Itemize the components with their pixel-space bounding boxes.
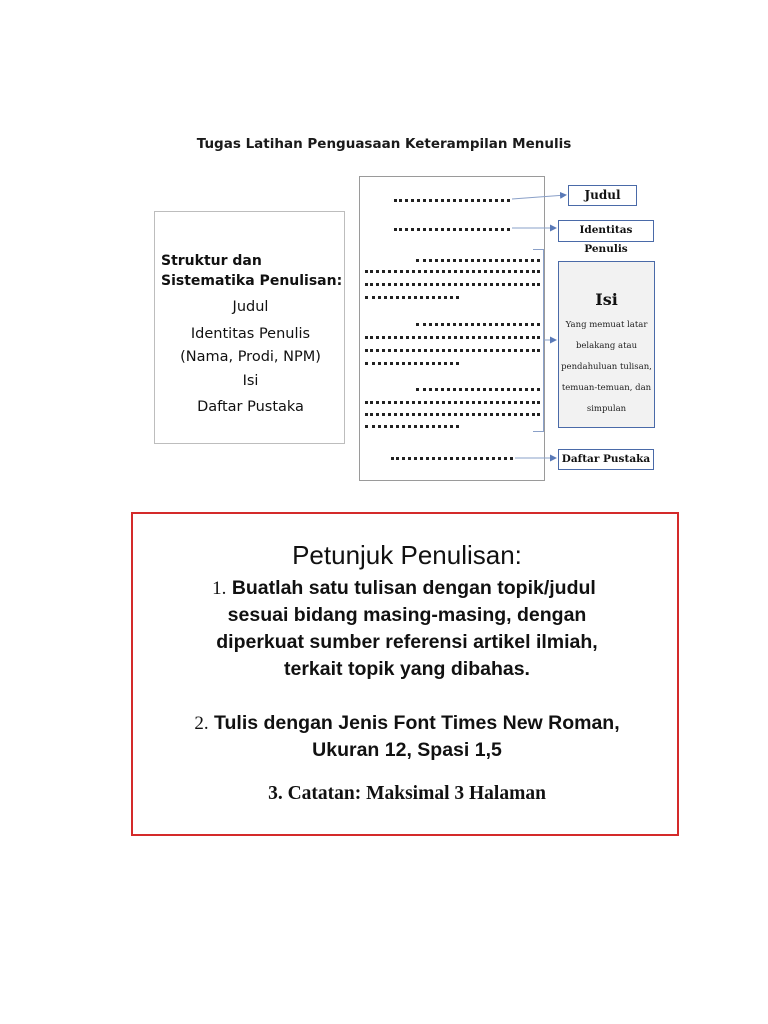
petunjuk-item-2-line <box>133 710 681 737</box>
structure-item-isi: Isi <box>242 373 259 389</box>
item-text: Buatlah satu tulisan dengan topik/judul <box>231 577 596 599</box>
label-identitas-penulis: Identitas Penulis <box>558 220 654 242</box>
item-text: Tulis dengan Jenis Font Times New Roman, <box>214 712 620 734</box>
item-number: 2. <box>194 713 209 734</box>
label-isi-box <box>558 261 655 428</box>
arrow-judul <box>512 195 566 199</box>
label-daftar-pustaka: Daftar Pustaka <box>558 449 654 470</box>
isi-title: Isi <box>595 290 618 309</box>
petunjuk-item-1-line: sesuai bidang masing-masing, dengan <box>227 604 587 626</box>
petunjuk-item-2 <box>133 710 681 764</box>
petunjuk-item-3: 3. Catatan: Maksimal 3 Halaman <box>268 783 546 804</box>
structure-item-identitas: Identitas Penulis (Nama, Prodi, NPM) <box>180 326 321 365</box>
petunjuk-box <box>131 512 679 836</box>
isi-desc-line: pendahuluan tulisan, <box>561 362 652 372</box>
petunjuk-title: Petunjuk Penulisan: <box>292 540 522 570</box>
structure-item-daftar-pustaka: Daftar Pustaka <box>197 399 304 415</box>
petunjuk-item-1-line <box>133 575 681 602</box>
petunjuk-item-1 <box>133 575 681 683</box>
structure-item-judul: Judul <box>232 299 269 315</box>
isi-description <box>559 315 654 420</box>
petunjuk-item-1-line: terkait topik yang dibahas. <box>284 658 530 680</box>
page-title: Tugas Latihan Penguasaan Keterampilan Menulis <box>196 136 572 152</box>
label-judul: Judul <box>568 185 637 206</box>
item-number: 1. <box>212 578 227 599</box>
isi-desc-line: belakang atau <box>575 341 638 351</box>
structure-heading: Struktur dan Sistematika Penulisan: <box>161 253 343 289</box>
petunjuk-item-2-line: Ukuran 12, Spasi 1,5 <box>312 739 502 761</box>
isi-desc-line: temuan-temuan, dan <box>561 383 652 393</box>
petunjuk-item-1-line: diperkuat sumber referensi artikel ilmiah, <box>216 631 598 653</box>
isi-desc-line: simpulan <box>586 404 627 414</box>
isi-desc-line: Yang memuat latar <box>565 320 648 330</box>
